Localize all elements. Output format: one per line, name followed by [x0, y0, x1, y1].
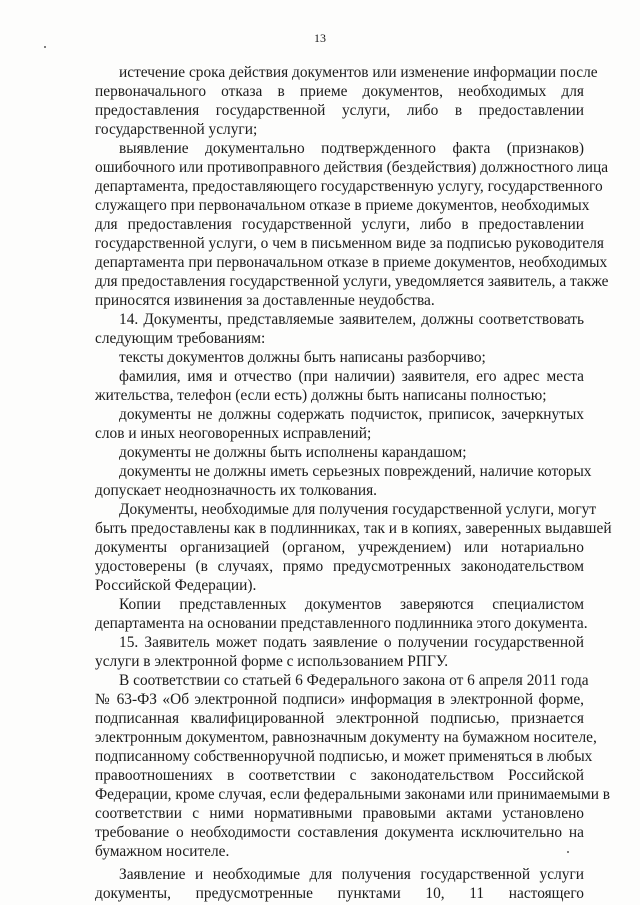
- body-line: допускает неоднозначность их толкования.: [95, 482, 378, 499]
- body-line: Документы, необходимые для получения государственной услуги, могут: [119, 501, 597, 518]
- body-line: документы не должны быть исполнены карандашом;: [119, 444, 467, 461]
- body-line: документы организацией (органом, учреждением) или нотариально: [95, 539, 584, 556]
- scan-speck: [567, 851, 569, 853]
- body-line: соответствии с ними нормативными правовыми актами установлено: [95, 805, 584, 822]
- body-line: служащего при первоначальном отказе в приеме документов, необходимых: [95, 197, 590, 214]
- body-line: В соответствии со статьей 6 Федерального закона от 6 апреля 2011 года: [119, 672, 589, 689]
- body-line: документы, предусмотренные пунктами 10, 11 настоящего: [95, 885, 584, 902]
- body-line: жительства, телефон (если есть) должны быть написаны полностью;: [95, 387, 547, 404]
- body-line: государственной услуги, о чем в письменном виде за подписью руководителя: [95, 235, 604, 252]
- body-line: Копии представленных документов заверяются специалистом: [119, 596, 584, 613]
- body-line: приносятся извинения за доставленные неудобства.: [95, 292, 435, 309]
- body-line: подписанному собственноручной подписью, и может применяться в любых: [95, 748, 593, 765]
- body-line: 15. Заявитель может подать заявление о получении государственной: [119, 634, 584, 651]
- body-line: выявление документально подтвержденного факта (признаков): [119, 140, 584, 157]
- body-line: удостоверены (в случаях, прямо предусмотренных законодательством: [95, 558, 584, 575]
- body-line: бумажном носителе.: [95, 843, 230, 860]
- body-line: государственной услуги;: [95, 121, 258, 138]
- body-line: электронным документом, равнозначным документу на бумажном носителе,: [95, 729, 597, 746]
- body-line: следующим требованиям:: [95, 330, 266, 347]
- body-line: предоставления государственной услуги, либо в предоставлении: [95, 102, 584, 119]
- body-line: 14. Документы, представляемые заявителем, должны соответствовать: [119, 311, 584, 328]
- body-line: документы не должны содержать подчисток, приписок, зачеркнутых: [119, 406, 584, 423]
- body-line: быть предоставлены как в подлинниках, так и в копиях, заверенных выдавшей: [95, 520, 612, 537]
- body-line: слов и иных неоговоренных исправлений;: [95, 425, 372, 442]
- body-line: Российской Федерации).: [95, 577, 257, 594]
- body-line: Заявление и необходимые для получения государственной услуги: [119, 866, 584, 883]
- body-line: ошибочного или противоправного действия (бездействия) должностного лица: [95, 159, 609, 176]
- scan-speck: [44, 46, 46, 48]
- body-line: фамилия, имя и отчество (при наличии) заявителя, его адрес места: [119, 368, 584, 385]
- body-line: департамента при первоначальном отказе в приеме документов, необходимых: [95, 254, 608, 271]
- body-line: правоотношениях в соответствии с законодательством Российской: [95, 767, 584, 784]
- body-line: требование о необходимости составления документа исключительно на: [95, 824, 584, 841]
- body-line: первоначального отказа в приеме документов, необходимых для: [95, 83, 584, 100]
- body-line: № 63-ФЗ «Об электронной подписи» информация в электронной форме,: [95, 691, 584, 708]
- body-line: Федерации, кроме случая, если федеральными законами или принимаемыми в: [95, 786, 611, 803]
- body-line: для предоставления государственной услуги, либо в предоставлении: [95, 216, 584, 233]
- body-line: документы не должны иметь серьезных повреждений, наличие которых: [119, 463, 592, 480]
- page-number: 13: [314, 31, 326, 45]
- body-line: департамента на основании представленного подлинника этого документа.: [95, 615, 588, 632]
- body-line: для предоставления государственной услуги, уведомляется заявитель, а также: [95, 273, 609, 290]
- body-line: услуги в электронной форме с использованием РПГУ.: [95, 653, 449, 670]
- body-line: подписанная квалифицированной электронной подписью, признается: [95, 710, 584, 727]
- body-line: департамента, предоставляющего государственную услугу, государственного: [95, 178, 603, 195]
- body-line: истечение срока действия документов или изменение информации после: [119, 64, 598, 81]
- body-line: тексты документов должны быть написаны разборчиво;: [119, 349, 486, 366]
